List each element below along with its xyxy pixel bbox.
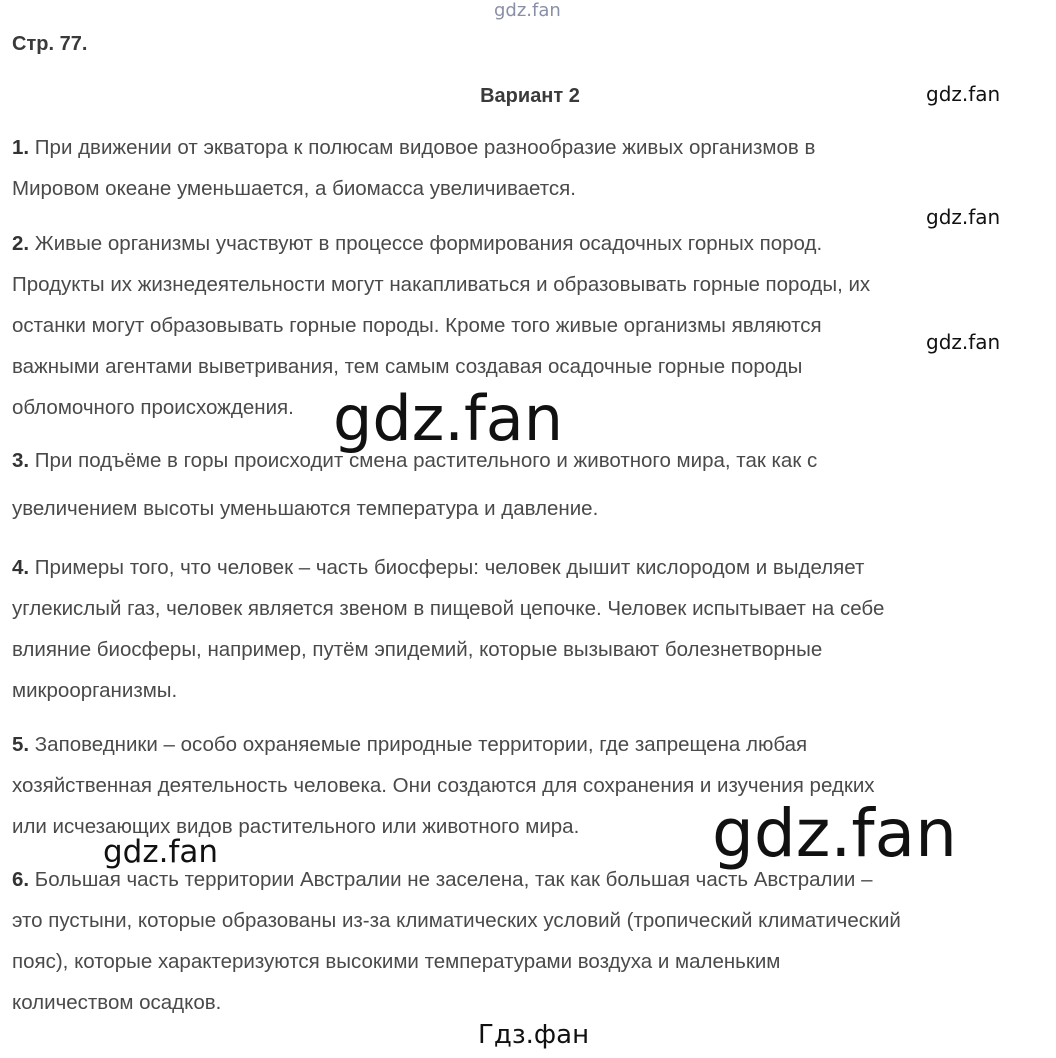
answer-line: Большая часть территории Австралии не заселена, так как большая часть Австралии – bbox=[29, 868, 873, 891]
page-label: Стр. 77. bbox=[12, 33, 88, 55]
answer-line: или исчезающих видов растительного или животного мира. bbox=[12, 815, 580, 838]
answer-line: количеством осадков. bbox=[12, 991, 222, 1014]
answer-line: влияние биосферы, например, путём эпидемий, которые вызывают болезнетворные bbox=[12, 638, 823, 661]
answer-number: 4. bbox=[12, 556, 30, 579]
answer-line: микроорганизмы. bbox=[12, 679, 178, 702]
answer-line: При подъёме в горы происходит смена растительного и животного мира, так как с bbox=[29, 449, 818, 472]
answer-line: Заповедники – особо охраняемые природные территории, где запрещена любая bbox=[29, 733, 808, 756]
answer-line: Мировом океане уменьшается, а биомасса увеличивается. bbox=[12, 177, 576, 200]
watermark-side-3: gdz.fan bbox=[926, 330, 1001, 354]
watermark-large-2: gdz.fan bbox=[712, 795, 957, 872]
answer-line: увеличением высоты уменьшаются температура и давление. bbox=[12, 497, 599, 520]
answer-line: это пустыни, которые образованы из-за климатических условий (тропический климатический bbox=[12, 909, 901, 932]
answer-number: 3. bbox=[12, 449, 30, 472]
answer-line: углекислый газ, человек является звеном в пищевой цепочке. Человек испытывает на себе bbox=[12, 597, 885, 620]
answer-number: 2. bbox=[12, 232, 30, 255]
answer-line: Живые организмы участвуют в процессе формирования осадочных горных пород. bbox=[29, 232, 823, 255]
variant-title: Вариант 2 bbox=[480, 85, 580, 107]
watermark-top: gdz.fan bbox=[494, 0, 561, 21]
answer-line: Примеры того, что человек – часть биосферы: человек дышит кислородом и выделяет bbox=[29, 556, 865, 579]
watermark-medium: gdz.fan bbox=[103, 834, 219, 870]
answer-line: Продукты их жизнедеятельности могут накапливаться и образовывать горные породы, их bbox=[12, 273, 871, 296]
answer-number: 5. bbox=[12, 733, 30, 756]
answer-line: обломочного происхождения. bbox=[12, 396, 294, 419]
answer-line: При движении от экватора к полюсам видовое разнообразие живых организмов в bbox=[29, 136, 816, 159]
answer-line: пояс), которые характеризуются высокими температурами воздуха и маленьким bbox=[12, 950, 781, 973]
watermark-side-1: gdz.fan bbox=[926, 82, 1001, 106]
answer-number: 6. bbox=[12, 868, 30, 891]
answer-line: хозяйственная деятельность человека. Они создаются для сохранения и изучения редких bbox=[12, 774, 875, 797]
watermark-large-1: gdz.fan bbox=[333, 382, 564, 455]
watermark-side-2: gdz.fan bbox=[926, 205, 1001, 229]
watermark-bottom: Гдз.фан bbox=[478, 1020, 590, 1050]
answer-number: 1. bbox=[12, 136, 30, 159]
answer-line: останки могут образовывать горные породы. Кроме того живые организмы являются bbox=[12, 314, 822, 337]
answer-line: важными агентами выветривания, тем самым создавая осадочные горные породы bbox=[12, 355, 803, 378]
